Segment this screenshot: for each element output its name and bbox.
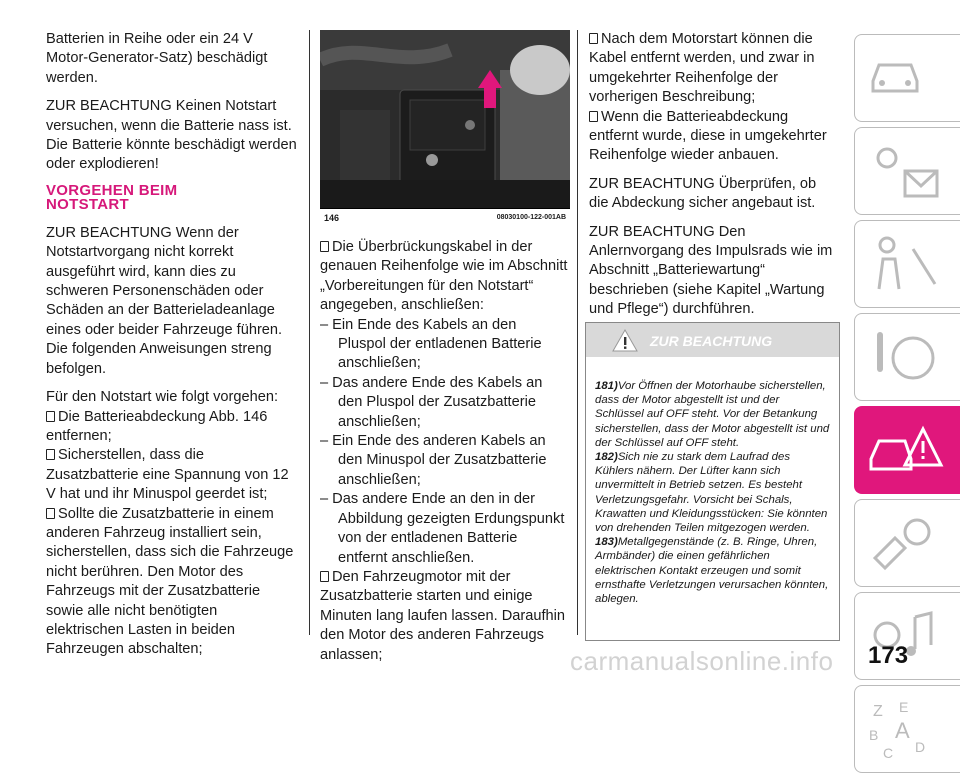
figure-caption xyxy=(320,208,570,227)
checkbox-bullet-icon xyxy=(320,241,329,252)
svg-text:D: D xyxy=(915,739,926,755)
checkbox-bullet-icon xyxy=(589,33,598,44)
paragraph: Batterien in Reihe oder ein 24 V Motor-Generator-Satz) beschädigt werden. xyxy=(46,31,268,86)
warning-note xyxy=(595,450,831,535)
warning-lights-icon xyxy=(865,136,945,206)
paragraph: ZUR BEACHTUNG Keinen Notstart versuchen, wenn die Batterie nass ist. Die Batterie könnte beschädigt werden oder explodieren! xyxy=(46,98,297,173)
note-number: 181) xyxy=(595,380,618,392)
list-item-text: Nach dem Motorstart können die Kabel entfernt werden, und zwar in umgekehrter Reihenfolge der vorherigen Beschreibung; xyxy=(589,31,815,106)
emergency-car-icon xyxy=(865,415,945,485)
list-item-text: Die Überbrückungskabel in der genauen Reihenfolge wie im Abschnitt „Vorbereitungen für den Notstart“ angegeben, anschließen: xyxy=(320,239,568,314)
tab-steering-key[interactable] xyxy=(854,313,960,401)
warning-header xyxy=(586,323,839,357)
sub-list-item: – Ein Ende des anderen Kabels an den Minuspol der Zusatzbatterie anschließen; xyxy=(320,433,547,488)
note-text: Metallgegenstände (z. B. Ringe, Uhren, Armbänder) die einen gefährlichen elektrischen Kontakt erzeugen und somit ernsthafte Verletzungen verursachen könnten, ablegen. xyxy=(595,536,829,606)
checkbox-bullet-icon xyxy=(46,508,55,519)
column-middle xyxy=(320,238,568,674)
list-item xyxy=(589,108,839,166)
paragraph: Für den Notstart wie folgt vorgehen: xyxy=(46,389,278,406)
list-item xyxy=(589,30,839,108)
list-item-text: Wenn die Batterieabdeckung entfernt wurde, diese in umgekehrter Reihenfolge wieder anbauen. xyxy=(589,108,827,164)
svg-text:B: B xyxy=(869,727,879,743)
list-item xyxy=(320,568,568,665)
list-item xyxy=(46,408,298,447)
warning-title: ZUR BEACHTUNG xyxy=(650,333,773,349)
sub-list-item: – Das andere Ende des Kabels an den Pluspol der Zusatzbatterie anschließen; xyxy=(320,374,543,430)
list-item-text: Den Fahrzeugmotor mit der Zusatzbatterie starten und einige Minuten lang laufen lassen. Daraufhin den Motor des anderen Fahrzeugs anlassen; xyxy=(320,568,566,663)
tab-warning-lights[interactable] xyxy=(854,127,960,215)
sub-list-item: – Ein Ende des Kabels an den Pluspol der entladenen Batterie anschließen; xyxy=(320,316,542,372)
list-item xyxy=(46,505,298,660)
checkbox-bullet-icon xyxy=(46,411,55,422)
heading-line: VORGEHEN BEIM xyxy=(46,181,178,199)
warning-box xyxy=(585,322,840,641)
figure-code: 08030100-122-001AB xyxy=(496,214,566,221)
note-number: 182) xyxy=(595,451,618,464)
steering-key-icon xyxy=(865,322,945,392)
checkbox-bullet-icon xyxy=(589,111,598,122)
tab-seatbelt-airbag[interactable] xyxy=(854,220,960,308)
svg-text:C: C xyxy=(883,745,894,761)
paragraph: ZUR BEACHTUNG Überprüfen, ob die Abdeckung sicher angebaut ist. xyxy=(589,175,817,212)
figure-number: 146 xyxy=(324,213,340,223)
watermark: carmanualsonline.info xyxy=(570,646,834,676)
section-heading xyxy=(46,181,298,213)
car-icon xyxy=(865,43,925,103)
tab-emergency[interactable] xyxy=(854,406,960,494)
page-number: 173 xyxy=(868,642,909,669)
list-item-text: Sollte die Zusatzbatterie in einem anderen Fahrzeug installiert sein, sicherstellen, dass sich die Fahrzeuge nicht berühren. Den Motor des Fahrzeugs mit der Zusatzbatterie sowie alle nicht benötigten elektrischen Lasten in beiden Fahrzeugen abschalten; xyxy=(46,505,294,658)
paragraph: ZUR BEACHTUNG Wenn der Notstartvorgang nicht korrekt ausgeführt wird, kann dies zu schweren Personenschäden oder Schäden an der Batterieladeanlage eines oder beider Fahrzeuge führen. Die folgenden Anweisungen streng befolgen. xyxy=(46,224,283,377)
list-item xyxy=(320,238,568,316)
column-divider xyxy=(309,30,310,635)
maintenance-icon xyxy=(865,508,945,578)
tab-maintenance[interactable] xyxy=(854,499,960,587)
battery-photo xyxy=(320,30,570,208)
svg-text:Z: Z xyxy=(873,703,883,720)
warning-note xyxy=(595,535,831,606)
warning-body xyxy=(586,357,839,606)
column-right xyxy=(589,30,839,329)
svg-text:E: E xyxy=(899,699,909,715)
heading-line: NOTSTART xyxy=(46,195,129,213)
note-number: 183) xyxy=(595,536,618,549)
index-icon xyxy=(865,694,945,764)
list-item-text: Sicherstellen, dass die Zusatzbatterie eine Spannung von 12 V hat und ihr Minuspol geerdet ist; xyxy=(46,447,289,503)
warning-triangle-icon xyxy=(612,329,638,352)
checkbox-bullet-icon xyxy=(320,571,329,582)
tab-car[interactable] xyxy=(854,34,960,122)
svg-text:A: A xyxy=(895,718,910,743)
note-text: Vor Öffnen der Motorhaube sicherstellen, dass der Motor abgestellt ist und der Schlüssel auf OFF steht. Vor der Betankung sicherstellen, dass der Motor abgestellt ist und der Schlüssel auf OFF steht. xyxy=(595,380,830,449)
list-item-text: Die Batterieabdeckung Abb. 146 entfernen; xyxy=(46,408,268,444)
note-text: Sich nie zu stark dem Laufrad des Kühlers nähern. Der Lüfter kann sich unvermittelt in Betrieb setzen. Es besteht Verletzungsgefahr. Vorsicht bei Schals, Krawatten und Kleidungsstücken: Sie könnten von drehenden Teilen mitgezogen werden. xyxy=(595,451,828,535)
paragraph: ZUR BEACHTUNG Den Anlernvorgang des Impulsrads wie im Abschnitt „Batteriewartung“ beschrieben (siehe Kapitel „Wartung und Pflege“) durchführen. xyxy=(589,223,833,318)
column-divider xyxy=(577,30,578,635)
warning-note xyxy=(595,379,831,450)
seatbelt-airbag-icon xyxy=(865,229,945,299)
column-left xyxy=(46,30,298,660)
sub-list-item: – Das andere Ende an den in der Abbildung gezeigten Erdungspunkt von der entladenen Batterie entfernt anschließen. xyxy=(320,491,565,566)
checkbox-bullet-icon xyxy=(46,449,55,460)
tab-index[interactable] xyxy=(854,685,960,773)
list-item xyxy=(46,446,298,504)
